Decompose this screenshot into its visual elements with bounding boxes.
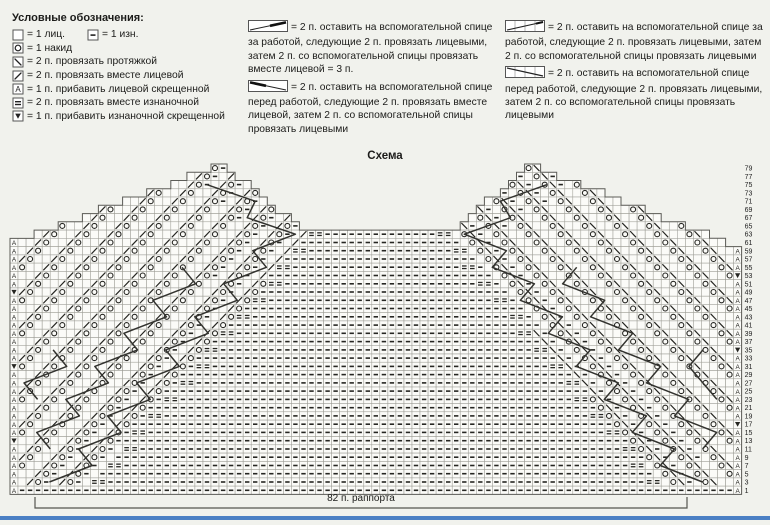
- row-number: 17: [745, 422, 753, 429]
- row-number: 45: [745, 306, 753, 313]
- svg-text:A: A: [12, 455, 17, 462]
- svg-text:A: A: [12, 471, 17, 478]
- row-number: 67: [745, 215, 753, 222]
- row-number: 47: [745, 298, 753, 305]
- svg-text:A: A: [12, 348, 17, 355]
- rapport-label: 82 п. раппорта: [35, 493, 687, 504]
- row-number: 11: [745, 447, 752, 454]
- chart-title: Схема: [0, 150, 770, 162]
- row-number: 51: [745, 281, 753, 288]
- row-number: 39: [745, 331, 753, 338]
- row-number: 69: [745, 207, 753, 214]
- row-number: 77: [745, 174, 753, 181]
- row-number: 23: [745, 397, 753, 404]
- row-number: 71: [745, 199, 753, 206]
- row-number: 7: [745, 463, 749, 470]
- svg-text:A: A: [12, 257, 17, 264]
- cable-note-text: = 2 п. оставить на вспомогательной спице перед работой, следующие 2 п. провязать лицевыми, затем 2 п. со вспомогательной спицы провязать лицевыми: [505, 68, 762, 121]
- row-number: 49: [745, 290, 753, 297]
- row-number: 53: [745, 273, 753, 280]
- row-number: 13: [745, 438, 753, 445]
- svg-text:A: A: [12, 265, 17, 272]
- svg-text:A: A: [12, 405, 17, 412]
- svg-text:A: A: [12, 339, 17, 346]
- legend-item-label: = 1 п. прибавить изнаночной скрещенной: [27, 111, 225, 122]
- row-number: 59: [745, 248, 753, 255]
- svg-text:A: A: [12, 389, 17, 396]
- svg-text:A: A: [12, 298, 17, 305]
- legend-item-label: = 1 п. прибавить лицевой скрещенной: [27, 84, 209, 95]
- svg-text:A: A: [12, 422, 17, 429]
- row-number: 63: [745, 232, 753, 239]
- svg-text:A: A: [12, 281, 17, 288]
- row-number: 33: [745, 356, 753, 363]
- row-number: 65: [745, 224, 753, 231]
- legend-item-label: = 2 п. провязать вместе лицевой: [27, 70, 183, 81]
- svg-text:A: A: [12, 488, 17, 495]
- row-number: 61: [745, 240, 753, 247]
- row-number: 57: [745, 257, 753, 264]
- svg-text:A: A: [12, 430, 17, 437]
- row-number: 75: [745, 182, 753, 189]
- row-number: 21: [745, 405, 753, 412]
- legend-item-label: = 2 п. провязать протяжкой: [27, 56, 157, 67]
- svg-text:A: A: [12, 463, 17, 470]
- cable-note-text: = 2 п. оставить на вспомогательной спице за работой, следующие 2 п. провязать лицевыми, затем 2 п. со вспомогательной спицы провязать лицевыми: [505, 22, 763, 62]
- row-number: 15: [745, 430, 753, 437]
- page-bottom-border: [0, 516, 770, 520]
- svg-text:A: A: [15, 85, 21, 94]
- row-number: 37: [745, 339, 753, 346]
- row-number: 1: [745, 488, 749, 495]
- row-number: 19: [745, 414, 753, 421]
- row-number: 41: [745, 323, 753, 330]
- svg-text:A: A: [12, 372, 17, 379]
- svg-text:A: A: [12, 314, 17, 321]
- legend-item-label: = 2 п. провязать вместе изнаночной: [27, 97, 199, 108]
- row-number: 55: [745, 265, 753, 272]
- svg-text:A: A: [12, 414, 17, 421]
- svg-text:A: A: [12, 331, 17, 338]
- row-number: 29: [745, 372, 753, 379]
- row-number: 73: [745, 190, 753, 197]
- row-number: 43: [745, 314, 753, 321]
- legend-item-label: = 1 лиц.: [27, 29, 65, 40]
- svg-text:A: A: [12, 306, 17, 313]
- row-number: 3: [745, 480, 749, 487]
- svg-text:A: A: [12, 356, 17, 363]
- svg-text:A: A: [12, 480, 17, 487]
- row-number: 9: [745, 455, 749, 462]
- row-number: 79: [745, 166, 753, 173]
- svg-text:A: A: [12, 323, 17, 330]
- svg-text:A: A: [12, 240, 17, 247]
- legend-item-label: = 1 накид: [27, 43, 72, 54]
- svg-text:A: A: [12, 248, 17, 255]
- svg-text:A: A: [12, 273, 17, 280]
- row-number: 5: [745, 471, 749, 478]
- row-number: 27: [745, 380, 753, 387]
- svg-text:A: A: [12, 447, 17, 454]
- row-number: 35: [745, 347, 753, 354]
- cable-note-text: = 2 п. оставить на вспомогательной спице перед работой, следующие 2 п. провязать вместе лицевой, затем 2 п. со вспомогательной спицы провязать лицевыми: [248, 82, 492, 135]
- row-number: 31: [745, 364, 753, 371]
- cable-note-text: = 2 п. оставить на вспомогательной спице за работой, следующие 2 п. провязать лицевыми, затем 2 п. со вспомогательной спицы провязать вместе лицевой = 3 п.: [248, 22, 492, 75]
- svg-text:A: A: [12, 397, 17, 404]
- legend-title: Условные обозначения:: [12, 12, 244, 24]
- legend-item-label: = 1 изн.: [102, 29, 138, 40]
- svg-text:A: A: [12, 381, 17, 388]
- row-number: 25: [745, 389, 753, 396]
